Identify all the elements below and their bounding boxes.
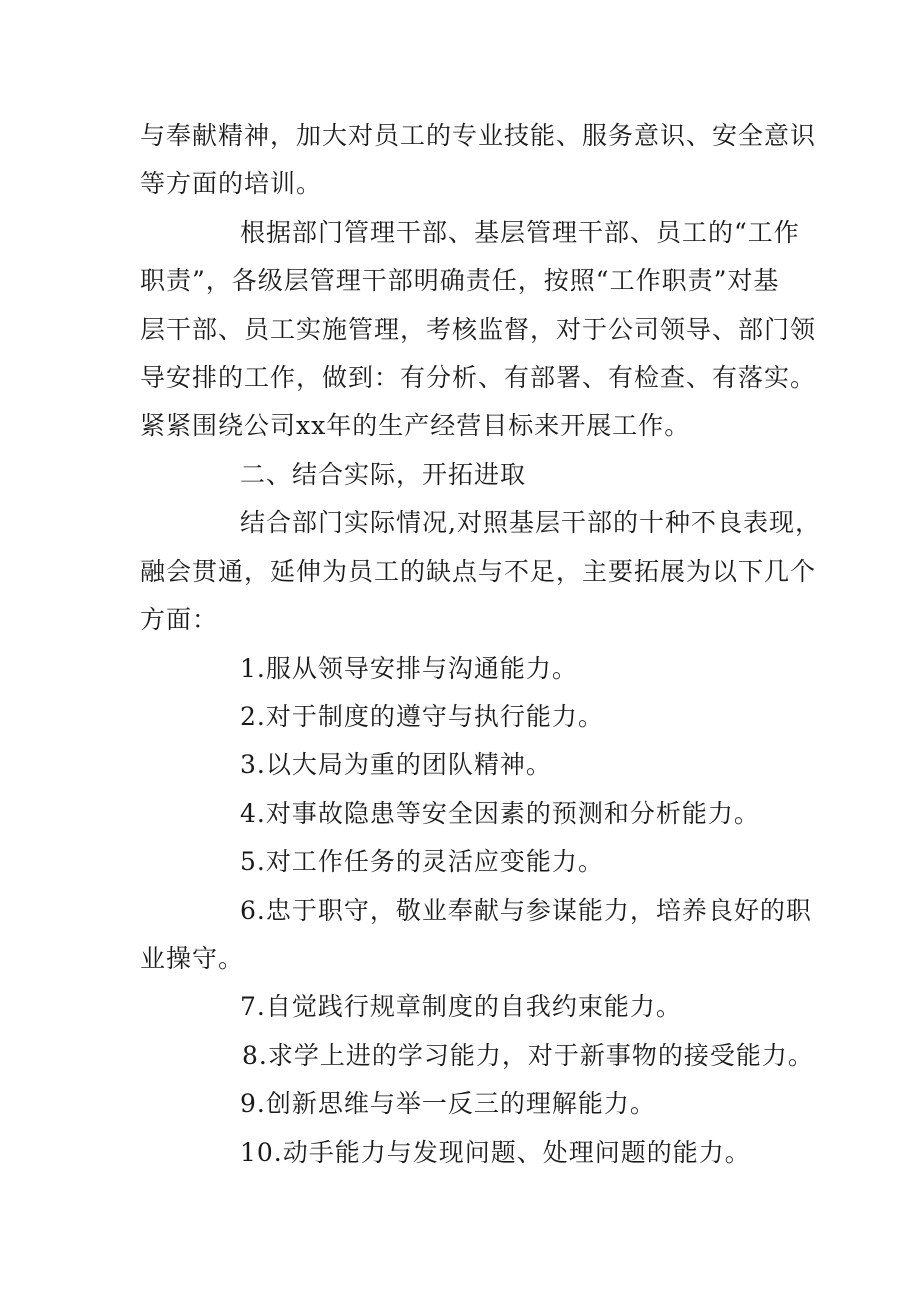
text-line-10: 融会贯通，延伸为员工的缺点与不足，主要拓展为以下几个 (140, 557, 817, 586)
section-heading: 二、结合实际，开拓进取 (240, 460, 527, 489)
text-line-2: 等方面的培训。 (140, 169, 323, 198)
text-line-11: 方面： (140, 605, 219, 634)
list-item-4: 4.对事故隐患等安全因素的预测和分析能力。 (240, 799, 760, 828)
list-item-3: 3.以大局为重的团队精神。 (240, 750, 552, 779)
list-item-2: 2.对于制度的遵守与执行能力。 (240, 702, 604, 731)
text-line-1: 与奉献精神，加大对员工的专业技能、服务意识、安全意识 (140, 121, 817, 150)
text-line-5: 层干部、员工实施管理，考核监督，对于公司领导、部门领 (140, 315, 817, 344)
list-item-10: 10.动手能力与发现问题、处理问题的能力。 (240, 1138, 751, 1167)
text-line-6: 导安排的工作，做到：有分析、有部署、有检查、有落实。 (140, 363, 817, 392)
text-line-7: 紧紧围绕公司xx年的生产经营目标来开展工作。 (140, 411, 691, 440)
list-item-5: 5.对工作任务的灵活应变能力。 (240, 847, 604, 876)
list-item-6: 6.忠于职守，敬业奉献与参谋能力，培养良好的职 (240, 896, 812, 925)
text-line-9: 结合部门实际情况,对照基层干部的十种不良表现， (240, 508, 821, 537)
list-item-1: 1.服从领导安排与沟通能力。 (240, 654, 578, 683)
text-line-3: 根据部门管理干部、基层管理干部、员工的“工作 (240, 218, 800, 247)
text-line-4: 职责”，各级层管理干部明确责任，按照“工作职责”对基 (140, 266, 780, 295)
list-item-9: 9.创新思维与举一反三的理解能力。 (240, 1089, 656, 1118)
list-item-8: 8.求学上进的学习能力，对于新事物的接受能力。 (242, 1041, 814, 1070)
list-item-7: 7.自觉践行规章制度的自我约束能力。 (240, 992, 682, 1021)
list-item-6-continued: 业操守。 (140, 944, 245, 973)
